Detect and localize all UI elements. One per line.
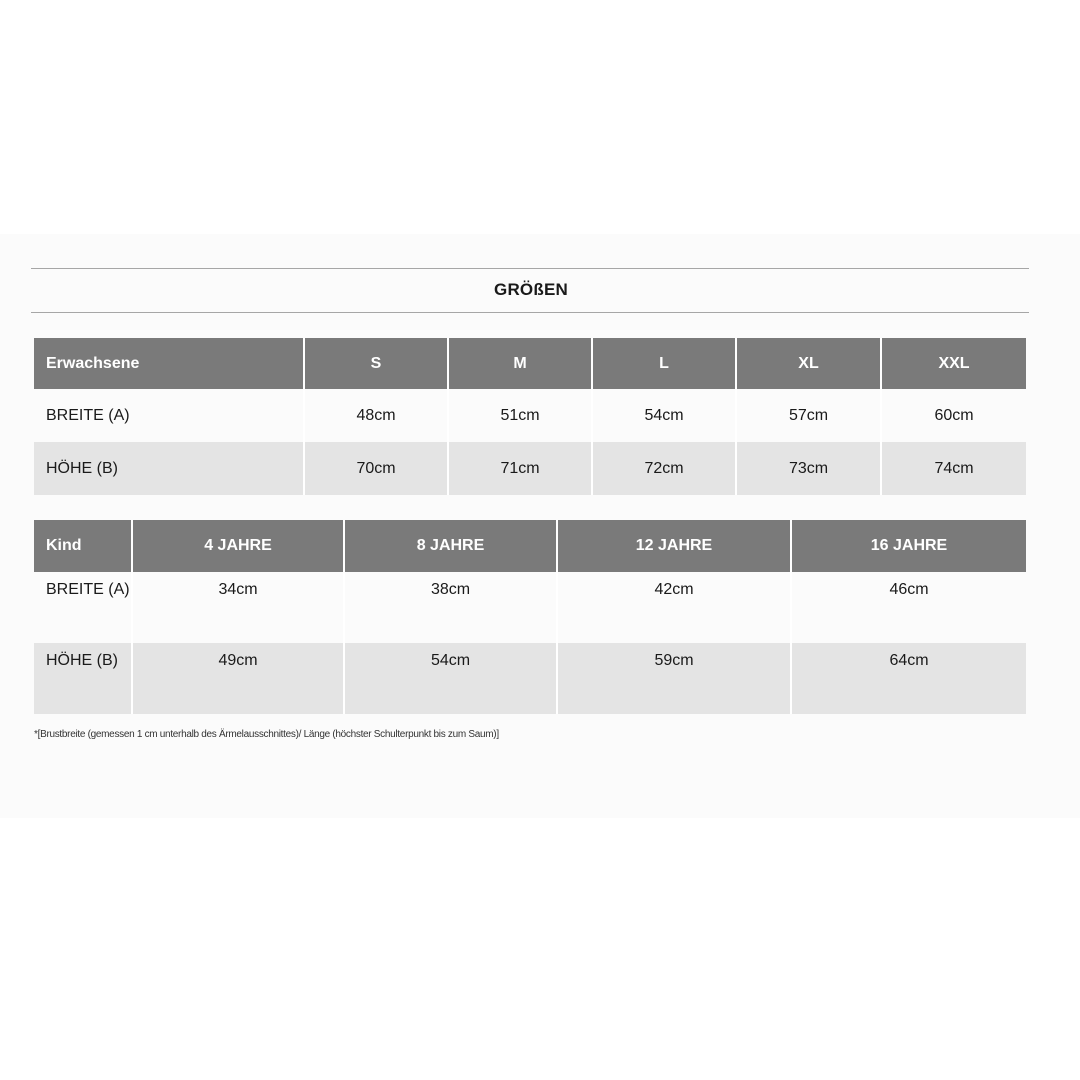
table-cell: 34cm: [132, 572, 344, 643]
title-top-rule: [31, 268, 1029, 269]
table-row: [34, 389, 1026, 442]
table-cell: 38cm: [344, 572, 557, 643]
column-header-m: M: [448, 338, 592, 389]
adult-corner-label: Erwachsene: [34, 338, 304, 389]
table-cell: 73cm: [736, 442, 881, 495]
title-bottom-rule: [31, 312, 1029, 313]
table-row: [34, 643, 1026, 714]
adult-size-table: [34, 338, 1026, 495]
table-cell: 48cm: [304, 389, 448, 442]
table-cell: 70cm: [304, 442, 448, 495]
row-label-height: HÖHE (B): [34, 442, 304, 495]
table-row: [34, 442, 1026, 495]
row-label-width: BREITE (A): [34, 572, 132, 643]
column-header-l: L: [592, 338, 736, 389]
row-label-height: HÖHE (B): [34, 643, 132, 714]
table-cell: 46cm: [791, 572, 1026, 643]
kids-size-table: [34, 520, 1026, 714]
table-cell: 59cm: [557, 643, 791, 714]
adult-table-header-row: [34, 338, 1026, 389]
kids-table-header-row: [34, 520, 1026, 572]
table-cell: 54cm: [592, 389, 736, 442]
table-row: [34, 572, 1026, 643]
table-cell: 60cm: [881, 389, 1026, 442]
table-cell: 57cm: [736, 389, 881, 442]
measurement-footnote: *[Brustbreite (gemessen 1 cm unterhalb des Ärmelausschnittes)/ Länge (höchster Schulterpunkt bis zum Saum)]: [34, 729, 499, 740]
table-cell: 74cm: [881, 442, 1026, 495]
column-header-12-jahre: 12 JAHRE: [557, 520, 791, 572]
table-cell: 51cm: [448, 389, 592, 442]
column-header-xl: XL: [736, 338, 881, 389]
column-header-16-jahre: 16 JAHRE: [791, 520, 1026, 572]
table-cell: 42cm: [557, 572, 791, 643]
column-header-4-jahre: 4 JAHRE: [132, 520, 344, 572]
column-header-s: S: [304, 338, 448, 389]
table-cell: 71cm: [448, 442, 592, 495]
column-header-8-jahre: 8 JAHRE: [344, 520, 557, 572]
row-label-width: BREITE (A): [34, 389, 304, 442]
page-title: GRÖßEN: [494, 280, 568, 299]
table-cell: 64cm: [791, 643, 1026, 714]
table-cell: 54cm: [344, 643, 557, 714]
column-header-xxl: XXL: [881, 338, 1026, 389]
kids-corner-label: Kind: [34, 520, 132, 572]
table-cell: 49cm: [132, 643, 344, 714]
table-cell: 72cm: [592, 442, 736, 495]
